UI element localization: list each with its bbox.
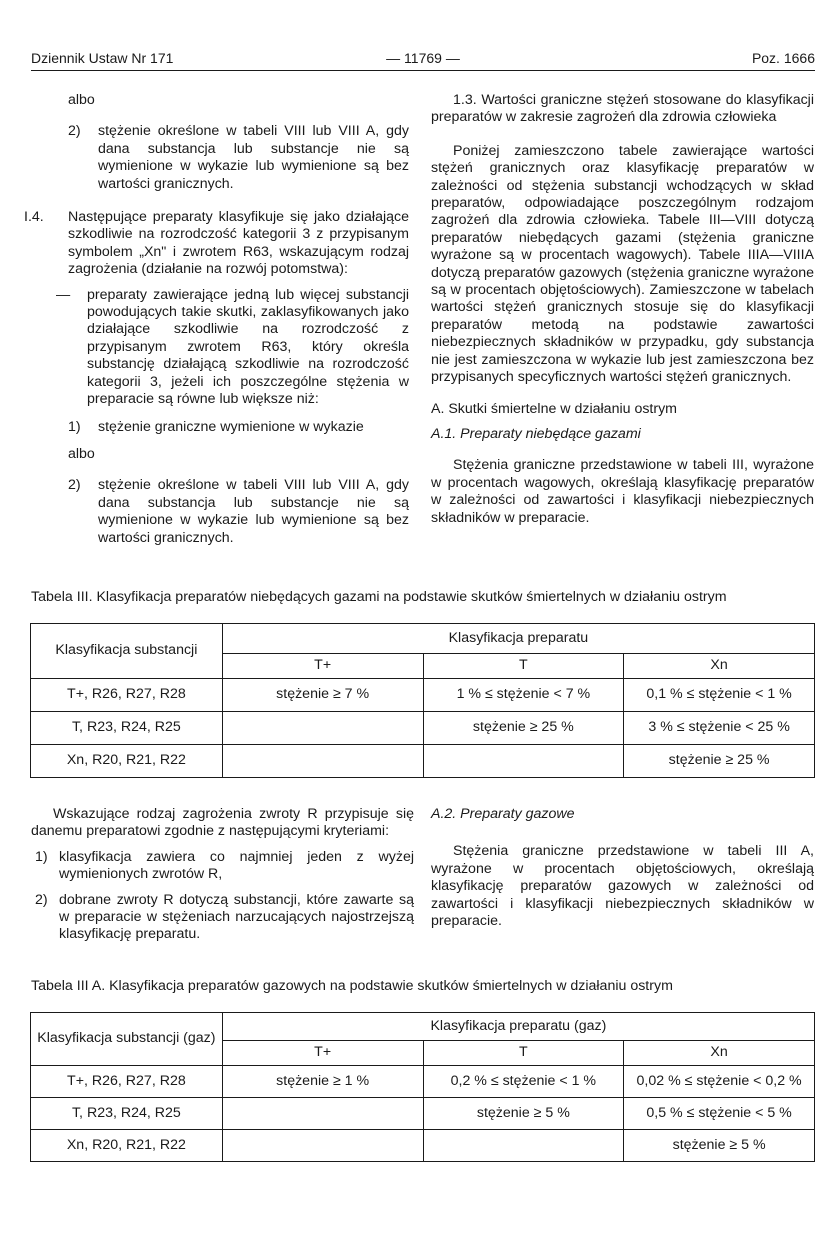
criteria-item-1 — [31, 849, 414, 884]
table-iii — [30, 623, 815, 778]
cell: stężenie ≥ 5 % — [624, 1130, 815, 1162]
row-label: Xn, R20, R21, R22 — [31, 745, 223, 778]
list-item-number: 2) — [68, 123, 81, 140]
list-item-text: stężenie graniczne wymienione w wykazie — [98, 418, 364, 435]
list-item-text: dobrane zwroty R dotyczą substancji, które zawarte są w preparacie w stężeniach narzucających najostrzejszą klasyfikację preparatu. — [59, 891, 414, 943]
page-number: — 11769 — — [386, 50, 460, 66]
header-preparation: Klasyfikacja preparatu — [222, 624, 814, 654]
table-row — [31, 1130, 815, 1162]
cell: 0,1 % ≤ stężenie < 1 % — [624, 679, 815, 712]
cell: stężenie ≥ 25 % — [624, 745, 815, 778]
page-header — [31, 50, 815, 68]
list-item-2b — [68, 477, 409, 547]
row-label: T+, R26, R27, R28 — [31, 679, 223, 712]
list-item-text: klasyfikacja zawiera co najmniej jeden z wyżej wymienionych zwrotów R, — [59, 848, 414, 883]
row-label: T+, R26, R27, R28 — [31, 1066, 223, 1098]
right-column — [431, 92, 814, 527]
cell: stężenie ≥ 25 % — [423, 712, 624, 745]
cell: 0,02 % ≤ stężenie < 0,2 % — [624, 1066, 815, 1098]
table-row — [31, 1098, 815, 1130]
cell — [423, 745, 624, 778]
journal-title: Dziennik Ustaw Nr 171 — [31, 50, 174, 66]
cell — [222, 745, 423, 778]
cell — [423, 1130, 624, 1162]
table-iiia-caption: Tabela III A. Klasyfikacja preparatów gazowych na podstawie skutków śmiertelnych w działaniu ostrym — [31, 978, 673, 994]
cell: 1 % ≤ stężenie < 7 % — [423, 679, 624, 712]
section-number: I.4. — [24, 209, 44, 226]
criteria-item-2 — [31, 892, 414, 944]
albo-text-1: albo — [68, 92, 95, 108]
subheader-xn: Xn — [624, 1041, 815, 1066]
cell — [222, 1130, 423, 1162]
list-item-1 — [68, 419, 409, 436]
header-rule — [31, 70, 815, 71]
table-row — [31, 679, 815, 712]
subheader-xn: Xn — [624, 654, 815, 679]
a1-paragraph: Stężenia graniczne przedstawione w tabeli III, wyrażone w procentach wagowych, określają klasyfikację preparatów w zależności od zawartości i klasyfikacji niebezpiecznych składników w preparacie. — [431, 457, 814, 526]
gaseous-preparations-section — [431, 806, 814, 930]
row-label: T, R23, R24, R25 — [31, 712, 223, 745]
cell — [222, 1098, 423, 1130]
subheader-tplus: T+ — [222, 654, 423, 679]
table-row — [31, 712, 815, 745]
list-item-number: 1) — [35, 848, 48, 865]
list-item-2a — [68, 123, 409, 193]
section-heading-1-3: 1.3. Wartości graniczne stężeń stosowane do klasyfikacji preparatów w zakresie zagrożeń dla zdrowia człowieka — [431, 92, 814, 126]
albo-text-2: albo — [68, 445, 95, 462]
cell: stężenie ≥ 1 % — [222, 1066, 423, 1098]
list-item-text: stężenie określone w tabeli VIII lub VIII A, gdy dana substancja lub substancje nie są wymienione w wykazie lub wymienione są bez wartości granicznych. — [98, 123, 409, 192]
heading-a2: A.2. Preparaty gazowe — [431, 806, 575, 822]
row-label: T, R23, R24, R25 — [31, 1098, 223, 1130]
dash-text: preparaty zawierające jedną lub więcej substancji powodujących takie skutki, zaklasyfikowanych jako działające szkodliwie na rozrodczość z przypisanym zwrotem R63, który określa substancję działającą szkodliwie na rozrodczość kategorii 3, jeżeli ich poszczególne stężenia w preparacie są równe lub większe niż: — [87, 286, 409, 408]
cell: 0,5 % ≤ stężenie < 5 % — [624, 1098, 815, 1130]
cell: stężenie ≥ 5 % — [423, 1098, 624, 1130]
subheader-tplus: T+ — [222, 1041, 423, 1066]
table-iii-caption: Tabela III. Klasyfikacja preparatów niebędących gazami na podstawie skutków śmiertelnych w działaniu ostrym — [31, 589, 727, 605]
heading-a: A. Skutki śmiertelne w działaniu ostrym — [431, 400, 678, 417]
a2-paragraph: Stężenia graniczne przedstawione w tabeli III A, wyrażone w procentach objętościowych, określają klasyfikację preparatów gazowych w zależności od zawartości i klasyfikacji niebezpiecznych składników w preparacie. — [431, 843, 814, 930]
dash-symbol: — — [56, 286, 71, 303]
heading-a1: A.1. Preparaty niebędące gazami — [431, 425, 641, 442]
table-iiia — [30, 1012, 815, 1162]
cell: 0,2 % ≤ stężenie < 1 % — [423, 1066, 624, 1098]
intro-paragraph: Poniżej zamieszczono tabele zawierające wartości stężeń granicznych oraz klasyfikację preparatów w zależności od stężenia substancji wchodzących w skład preparatów, odpowiadające poszczególnym rodzajom zagrożeń dla zdrowia człowieka. Tabele III—VIII dotyczą preparatów niebędących gazami (stężenia graniczne wyrażone są w procentach wagowych). Tabele IIIA—VIIIA dotyczą preparatów gazowych (stężenia graniczne wyrażone są w procentach objętościowych). Zamieszczone w tabelach wartości stężeń granicznych stosuje się do klasyfikacji preparatów metodą na podstawie zawartości niebezpiecznych składników w przypadku, gdy substancja nie jest zamieszczona w wykazie lub jest zamieszczona bez przypisanych specyficznych wartości stężeń granicznych. — [431, 142, 814, 386]
criteria-intro: Wskazujące rodzaj zagrożenia zwroty R przypisuje się danemu preparatowi zgodnie z następującymi kryteriami: — [31, 806, 414, 840]
section-text: Następujące preparaty klasyfikuje się jako działające szkodliwie na rozrodczość kategorii 3 z przypisanym symbolem „Xn" i zwrotem R63, wskazującym rodzaj zagrożenia (działanie na rozwój potomstwa): — [68, 209, 409, 278]
subheader-t: T — [423, 1041, 624, 1066]
position-number: Poz. 1666 — [751, 50, 815, 66]
list-item-text: stężenie określone w tabeli VIII lub VIII A, gdy dana substancja lub substancje nie są wymienione w wykazie lub wymienione są bez wartości granicznych. — [98, 477, 409, 546]
row-label: Xn, R20, R21, R22 — [31, 1130, 223, 1162]
section-i4 — [24, 209, 409, 279]
cell — [222, 712, 423, 745]
header-substance: Klasyfikacja substancji — [31, 624, 223, 679]
list-item-number: 2) — [35, 891, 48, 908]
cell: 3 % ≤ stężenie < 25 % — [624, 712, 815, 745]
dash-item — [56, 287, 409, 409]
list-item-number: 1) — [68, 418, 81, 435]
r-phrases-criteria — [31, 806, 414, 944]
subheader-t: T — [423, 654, 624, 679]
table-row — [31, 1066, 815, 1098]
table-row — [31, 745, 815, 778]
header-preparation: Klasyfikacja preparatu (gaz) — [222, 1013, 814, 1041]
header-substance: Klasyfikacja substancji (gaz) — [31, 1013, 223, 1066]
left-column — [24, 92, 409, 547]
list-item-number: 2) — [68, 477, 81, 494]
cell: stężenie ≥ 7 % — [222, 679, 423, 712]
